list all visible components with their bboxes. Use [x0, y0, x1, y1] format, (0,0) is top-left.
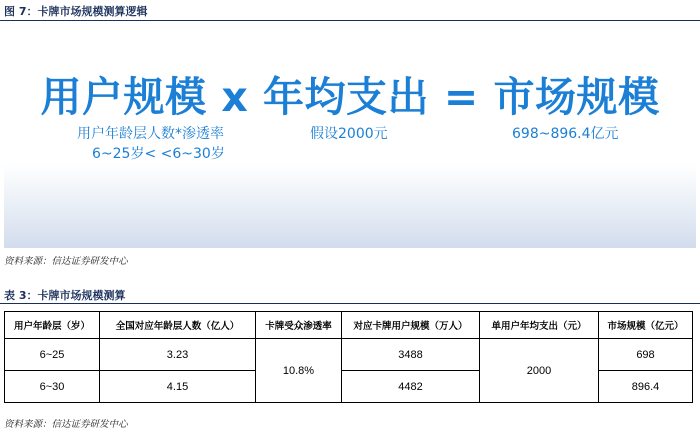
figure-source: 资料来源：信达证券研发中心 — [4, 256, 128, 267]
spend-note: 假设2000元 — [310, 126, 388, 142]
market-note: 698~896.4亿元 — [512, 126, 619, 142]
table-header-row — [5, 312, 693, 339]
cell-age-group: 6~30 — [5, 371, 100, 403]
header-annual-spend: 单用户年均支出（元） — [480, 312, 599, 339]
cell-population: 3.23 — [100, 339, 256, 371]
figure-caption: 图 7：卡牌市场规模测算逻辑 — [4, 5, 148, 18]
header-population: 全国对应年龄层人数（亿人） — [100, 312, 256, 339]
formula-text: 用户规模 x 年均支出 = 市场规模 — [40, 73, 660, 121]
user-note-line2: 6~25岁< <6~30岁 — [92, 146, 225, 162]
cell-penetration: 10.8% — [256, 339, 342, 403]
cell-user-scale: 4482 — [342, 371, 480, 403]
cell-population: 4.15 — [100, 371, 256, 403]
formula-panel — [4, 26, 696, 248]
header-market-size: 市场规模（亿元） — [599, 312, 693, 339]
cell-annual-spend: 2000 — [480, 339, 599, 403]
cell-age-group: 6~25 — [5, 339, 100, 371]
header-age-group: 用户年龄层（岁） — [5, 312, 100, 339]
market-size-table — [4, 311, 693, 403]
table-caption: 表 3：卡牌市场规模测算 — [4, 289, 126, 302]
caption-rule — [0, 20, 700, 21]
cell-market-size: 698 — [599, 339, 693, 371]
table-row — [5, 339, 693, 371]
cell-market-size: 896.4 — [599, 371, 693, 403]
user-note-line1: 用户年龄层人数*渗透率 — [77, 126, 224, 142]
header-user-scale: 对应卡牌用户规模（万人） — [342, 312, 480, 339]
table-source: 资料来源：信达证券研发中心 — [4, 419, 128, 430]
table-caption-rule — [0, 303, 700, 304]
header-penetration: 卡牌受众渗透率 — [256, 312, 342, 339]
cell-user-scale: 3488 — [342, 339, 480, 371]
